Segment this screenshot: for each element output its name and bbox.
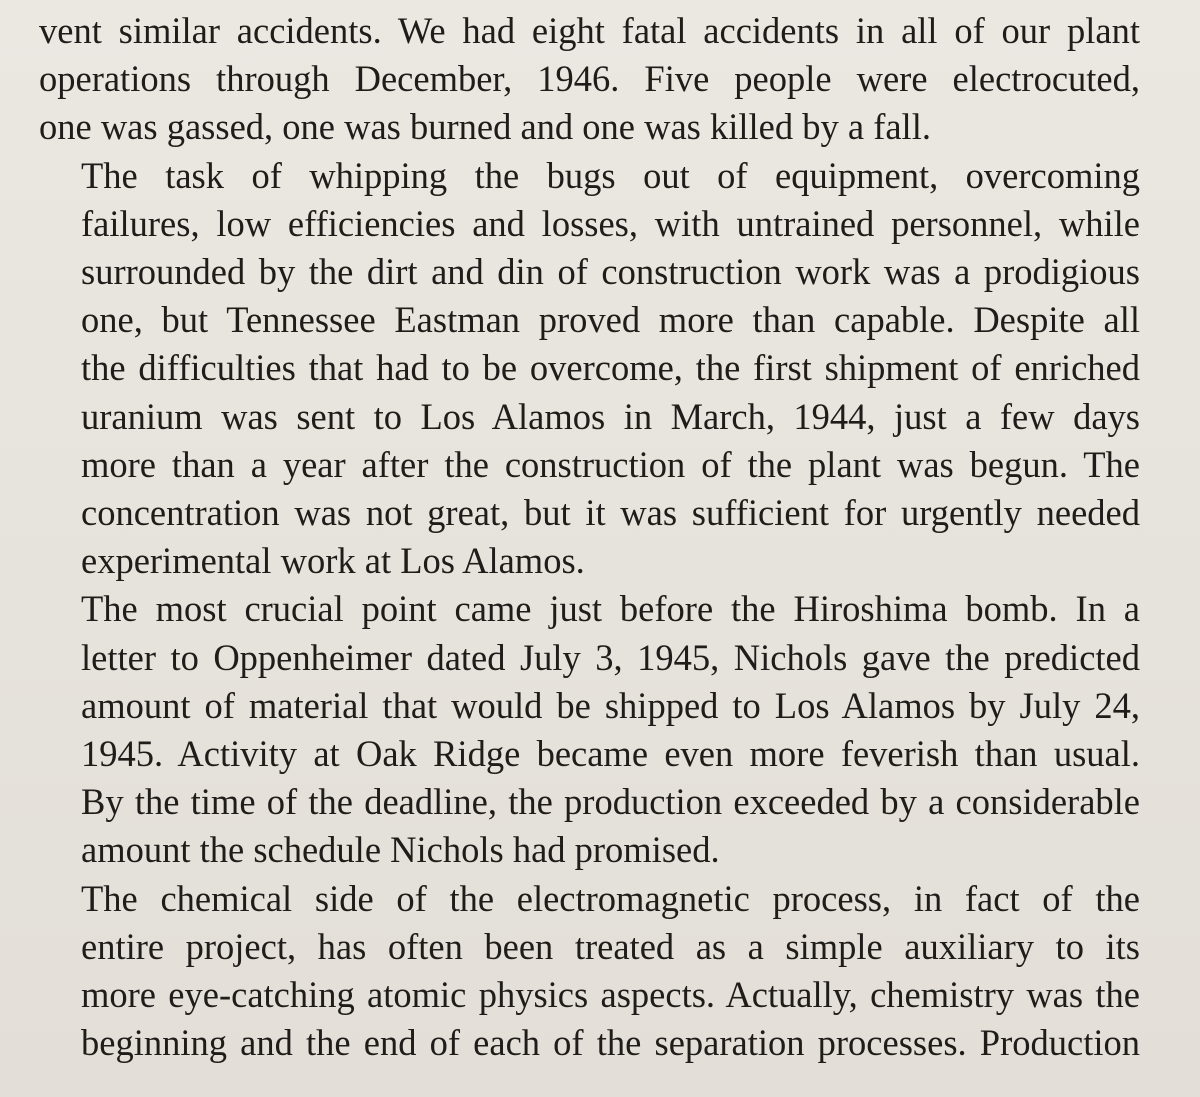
text-line: one, but Tennessee Eastman proved more than capable. Despite all — [81, 299, 1140, 341]
text-line: The most crucial point came just before the Hiroshima bomb. In a — [81, 588, 1140, 630]
text-line: experimental work at Los Alamos. — [81, 540, 585, 582]
text-line: entire project, has often been treated as a simple auxiliary to its — [81, 925, 1140, 967]
paragraph-1 — [39, 7, 1140, 152]
text-line: vent similar accidents. We had eight fatal accidents in all of our plant — [39, 10, 1140, 51]
text-line: The chemical side of the electromagnetic process, in fact of the — [81, 877, 1140, 919]
text-line: concentration was not great, but it was sufficient for urgently needed — [81, 492, 1140, 534]
text-line: beginning and the end of each of the separation processes. Production — [81, 1022, 1140, 1064]
paragraph-2 — [39, 152, 1140, 586]
text-line: amount the schedule Nichols had promised. — [81, 829, 720, 871]
paragraph-3 — [39, 585, 1140, 874]
text-line: The task of whipping the bugs out of equipment, overcoming — [81, 154, 1140, 196]
text-line: more than a year after the construction of the plant was begun. The — [81, 443, 1140, 485]
paragraph-4 — [39, 875, 1140, 1068]
text-line: failures, low efficiencies and losses, with untrained personnel, while — [81, 202, 1140, 244]
text-line: By the time of the deadline, the production exceeded by a considerable — [81, 781, 1140, 823]
text-line: one was gassed, one was burned and one was killed by a fall. — [39, 106, 931, 148]
text-line: more eye-catching atomic physics aspects. Actually, chemistry was the — [81, 974, 1140, 1016]
text-line: operations through December, 1946. Five people were electrocuted, — [39, 58, 1140, 100]
text-line: 1945. Activity at Oak Ridge became even more feverish than usual. — [81, 733, 1140, 775]
text-line: letter to Oppenheimer dated July 3, 1945, Nichols gave the predicted — [81, 636, 1140, 678]
body-text — [39, 7, 1140, 1067]
text-line: uranium was sent to Los Alamos in March, 1944, just a few days — [81, 395, 1140, 437]
text-line: the difficulties that had to be overcome, the first shipment of enriched — [81, 347, 1140, 389]
text-line: amount of material that would be shipped to Los Alamos by July 24, — [81, 684, 1140, 726]
text-line: surrounded by the dirt and din of construction work was a prodigious — [81, 251, 1140, 293]
